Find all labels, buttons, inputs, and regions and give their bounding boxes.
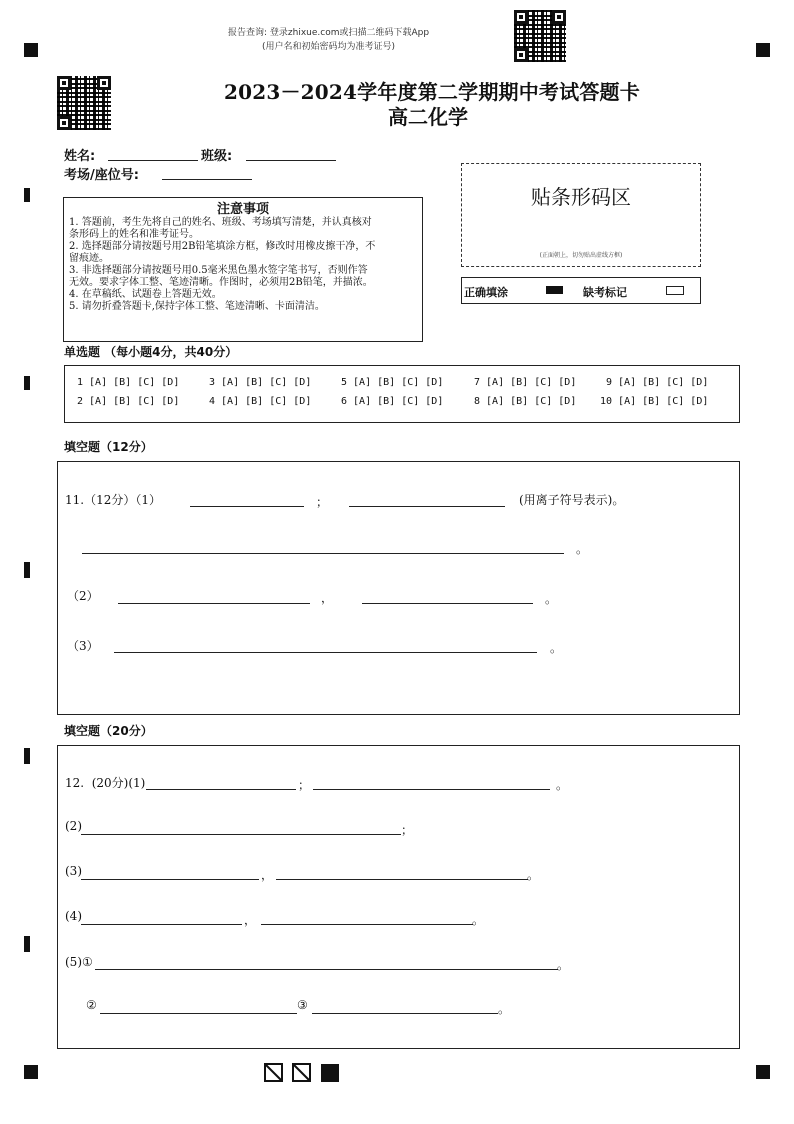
absent-mark-label: 缺考标记 <box>583 286 627 299</box>
notice-line: 5. 请勿折叠答题卡,保持字体工整、笔迹清晰、卡面清洁。 <box>69 301 325 312</box>
notice-box <box>63 197 423 342</box>
q11-2-comma: ， <box>321 591 334 605</box>
q12-1-semicolon: ； <box>298 778 311 792</box>
notice-line: 无效。要求字体工整、笔迹清晰。作图时，必须用2B铅笔，并描浓。 <box>69 277 373 288</box>
timing-mark <box>24 562 30 578</box>
mc-answer-box <box>64 365 740 423</box>
mc-question-10[interactable]: 10 [A] [B] [C] [D] <box>600 396 709 407</box>
mc-question-9[interactable]: 9 [A] [B] [C] [D] <box>606 377 709 388</box>
notice-line: 2. 选择题部分请按题号用2B铅笔填涂方框，修改时用橡皮擦干净，不 <box>69 241 376 252</box>
q12-5-label: (5)① <box>65 955 93 969</box>
absent-mark-checkbox[interactable] <box>666 286 684 295</box>
q11-ion-note: (用离子符号表示)。 <box>519 493 625 507</box>
notice-line: 1. 答题前，考生先将自己的姓名、班级、考场填写清楚，并认真核对 <box>69 217 372 228</box>
barcode-area-note: (正面朝上，切勿贴出虚线方框) <box>539 252 623 259</box>
q12-2-field[interactable] <box>81 834 401 835</box>
q12-5a-field[interactable] <box>95 969 558 970</box>
q11-3-label: （3） <box>67 639 99 653</box>
q11-1c-field[interactable] <box>82 553 564 554</box>
notice-line: 留痕迹。 <box>69 253 109 264</box>
q11-1b-field[interactable] <box>349 506 505 507</box>
q11-1c-period: 。 <box>576 542 589 556</box>
report-query-note: (用户名和初始密码均为准考证号) <box>262 42 396 52</box>
barcode-area <box>461 163 701 267</box>
q12-4-comma: ， <box>244 913 257 927</box>
slash-box-icon <box>265 1064 282 1081</box>
q12-answer-box <box>57 745 740 1049</box>
corner-mark-top-left <box>24 43 38 57</box>
q12-1b-field[interactable] <box>313 789 550 790</box>
q11-2-label: （2） <box>67 589 99 603</box>
report-query-line: 报告查询: 登录zhixue.com或扫描二维码下载App <box>228 28 430 38</box>
q12-5-circle3-label: ③ <box>297 998 308 1012</box>
q12-4-label: (4) <box>65 909 82 923</box>
page-identifier-marks <box>264 1062 344 1084</box>
q11-2a-field[interactable] <box>118 603 310 604</box>
correct-fill-label: 正确填涂 <box>464 286 508 299</box>
room-seat-field[interactable] <box>162 179 252 180</box>
q12-5-circle2-label: ② <box>86 998 97 1012</box>
q12-3a-field[interactable] <box>81 879 259 880</box>
mc-question-7[interactable]: 7 [A] [B] [C] [D] <box>474 377 577 388</box>
slash-box-icon <box>293 1064 310 1081</box>
q11-label: 11.（12分）（1） <box>65 493 161 507</box>
subject-title: 高二化学 <box>388 105 468 129</box>
q12-1-period: 。 <box>556 778 569 792</box>
timing-mark <box>24 936 30 952</box>
notice-title: 注意事项 <box>216 202 269 217</box>
room-seat-label: 考场/座位号: <box>64 168 139 183</box>
q11-2b-field[interactable] <box>362 603 533 604</box>
q12-3-comma: ， <box>261 868 274 882</box>
fill-section-2-title: 填空题（20分） <box>64 724 153 738</box>
filled-box-icon <box>321 1064 339 1082</box>
q12-4-period: 。 <box>472 913 485 927</box>
mc-question-5[interactable]: 5 [A] [B] [C] [D] <box>341 377 444 388</box>
q12-3b-field[interactable] <box>276 879 528 880</box>
timing-mark <box>24 188 30 202</box>
q12-5-period: 。 <box>557 958 570 972</box>
q12-5c-period: 。 <box>498 1002 511 1016</box>
name-field[interactable] <box>108 160 198 161</box>
q12-4a-field[interactable] <box>81 924 242 925</box>
name-label: 姓名: <box>64 149 96 164</box>
q12-2-label: (2) <box>65 819 82 833</box>
barcode-area-title: 贴条形码区 <box>531 185 631 209</box>
mc-question-3[interactable]: 3 [A] [B] [C] [D] <box>209 377 312 388</box>
timing-mark <box>24 748 30 764</box>
q12-3-period: 。 <box>527 868 540 882</box>
corner-mark-bottom-right <box>756 1065 770 1079</box>
corner-mark-top-right <box>756 43 770 57</box>
mc-question-6[interactable]: 6 [A] [B] [C] [D] <box>341 396 444 407</box>
notice-line: 条形码上的姓名和准考证号。 <box>69 229 199 240</box>
page-title: 2023－2024学年度第二学期期中考试答题卡 <box>224 80 640 104</box>
mc-question-2[interactable]: 2 [A] [B] [C] [D] <box>77 396 180 407</box>
q12-1a-field[interactable] <box>146 789 296 790</box>
mc-question-8[interactable]: 8 [A] [B] [C] [D] <box>474 396 577 407</box>
class-field[interactable] <box>246 160 336 161</box>
mc-question-1[interactable]: 1 [A] [B] [C] [D] <box>77 377 180 388</box>
app-qr-code <box>514 10 566 62</box>
sheet-qr-code <box>57 76 111 130</box>
mc-section-title: 单选题 （每小题4分，共40分） <box>64 345 238 359</box>
q12-2-semicolon: ； <box>401 823 414 837</box>
fill-section-1-title: 填空题（12分） <box>64 440 153 454</box>
q11-3-period: 。 <box>550 641 563 655</box>
q11-answer-box <box>57 461 740 715</box>
fill-legend <box>461 277 701 304</box>
q11-3-field[interactable] <box>114 652 537 653</box>
corner-mark-bottom-left <box>24 1065 38 1079</box>
q12-5c-field[interactable] <box>312 1013 498 1014</box>
notice-line: 4. 在草稿纸、试题卷上答题无效。 <box>69 289 222 300</box>
q12-3-label: (3) <box>65 864 82 878</box>
q12-label: 12. (20分)(1) <box>65 776 146 790</box>
q11-1a-field[interactable] <box>190 506 304 507</box>
correct-fill-sample-icon <box>546 286 563 294</box>
mc-question-4[interactable]: 4 [A] [B] [C] [D] <box>209 396 312 407</box>
timing-mark <box>24 376 30 390</box>
q12-4b-field[interactable] <box>261 924 473 925</box>
class-label: 班级: <box>201 149 233 164</box>
q12-5b-field[interactable] <box>100 1013 297 1014</box>
q11-separator: ； <box>316 495 329 509</box>
notice-line: 3. 非选择题部分请按题号用0.5毫米黑色墨水签字笔书写，否则作答 <box>69 265 368 276</box>
q11-2-period: 。 <box>545 592 558 606</box>
